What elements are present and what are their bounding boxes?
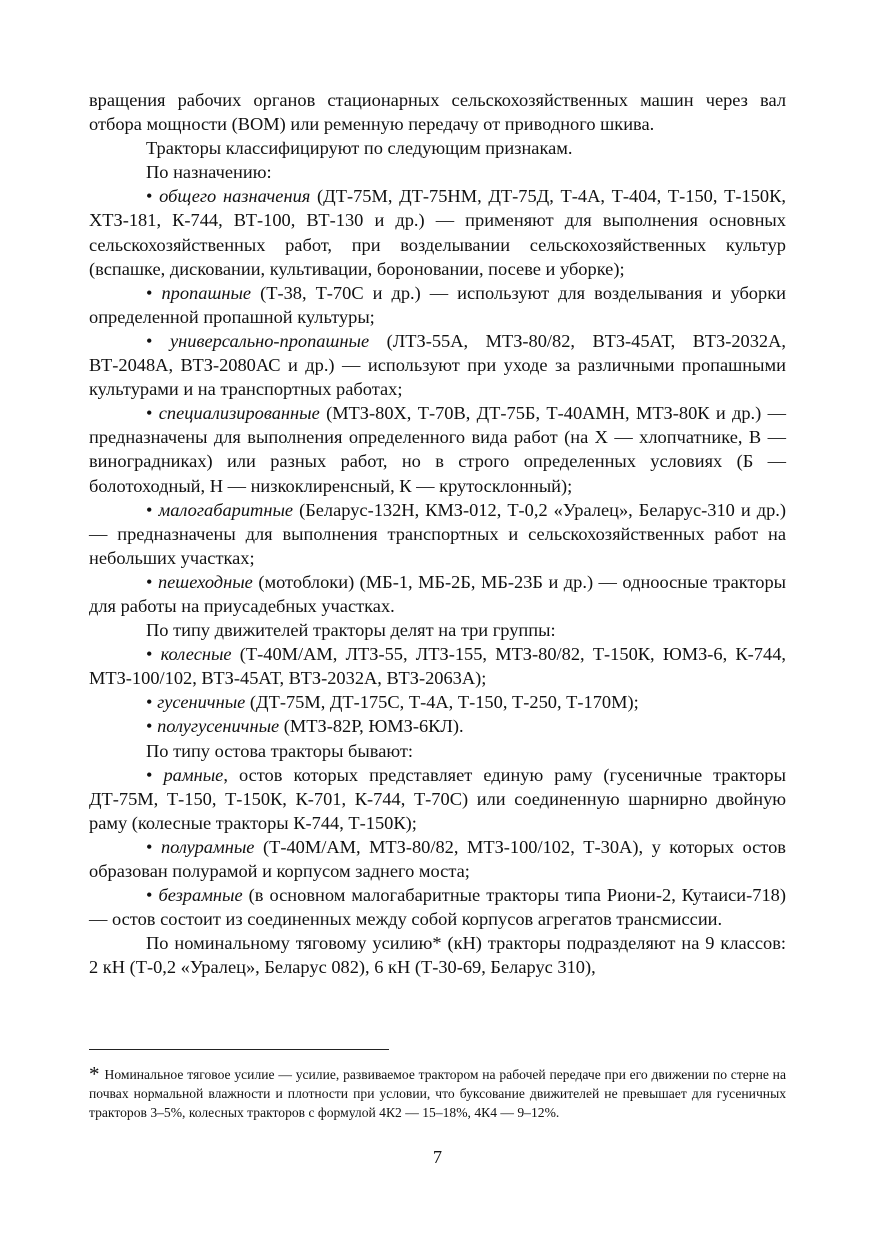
list-text: (ДТ-75М, ДТ-175С, Т-4А, Т-150, Т-250, Т-170М); bbox=[245, 692, 639, 713]
list-term: гусеничные bbox=[157, 692, 246, 713]
bullet: • bbox=[146, 571, 153, 592]
bullet: • bbox=[146, 716, 153, 737]
footnote-divider bbox=[89, 1049, 389, 1050]
footnote bbox=[89, 1063, 786, 1122]
list-text: (МТЗ-80Х, Т-70В, ДТ-75Б, Т-40АМН, МТЗ-80К и др.) — предназначены для выполнения определенного вида работ (на Х — хлопчатнике, В — виноградниках) или разных работ, но в строго определенных условиях (Б — болотоходный, Н — низкоклиренсный, К — крутосклонный); bbox=[89, 403, 786, 496]
list-term: специализированные bbox=[158, 403, 320, 424]
list-term: полурамные bbox=[160, 836, 255, 857]
list-term: универсально-пропашные bbox=[169, 330, 370, 351]
bullet: • bbox=[146, 764, 153, 785]
footnote-mark: * bbox=[89, 1062, 100, 1086]
bullet: • bbox=[146, 403, 153, 424]
bullet: • bbox=[146, 186, 153, 207]
list-text: (Т-40М/АМ, МТЗ-80/82, МТЗ-100/102, Т-30А), у которых остов образован полурамой и корпусом заднего моста; bbox=[89, 836, 786, 881]
list-term: общего назначения bbox=[159, 186, 311, 207]
list-term: малогабаритные bbox=[158, 499, 294, 520]
bullet: • bbox=[146, 499, 153, 520]
list-text: (Т-38, Т-70С и др.) — используют для возделывания и уборки определенной пропашной культуры; bbox=[89, 282, 786, 327]
list-text: (в основном малогабаритные тракторы типа Риони-2, Кутаиси-718) — остов состоит из соединенных между собой корпусов агрегатов трансмиссии. bbox=[89, 885, 786, 930]
list-item bbox=[89, 570, 786, 618]
list-item bbox=[89, 281, 786, 329]
bullet: • bbox=[146, 836, 153, 857]
list-text: (ЛТЗ-55А, МТЗ-80/82, ВТЗ-45АТ, ВТЗ-2032А, ВТ-2048А, ВТЗ-2080АС и др.) — используют при уходе за различными пропашными культурами и на транспортных работах; bbox=[89, 330, 786, 400]
bullet: • bbox=[146, 644, 153, 665]
list-item bbox=[89, 714, 786, 738]
list-term: пропашные bbox=[161, 282, 252, 303]
list-item bbox=[89, 498, 786, 570]
list-term: колесные bbox=[160, 644, 232, 665]
list-item bbox=[89, 690, 786, 714]
list-item bbox=[89, 329, 786, 401]
list-text: , остов которых представляет единую раму (гусеничные тракторы ДТ-75М, Т-150, Т-150К, К-701, К-744, Т-70С) или соединенную шарнирно двойную раму (колесные тракторы К-744, Т-150К); bbox=[89, 764, 786, 833]
footnote-text: Номинальное тяговое усилие — усилие, развиваемое трактором на рабочей передаче при его движении по стерне на почвах нормальной влажности и плотности при условии, что буксование движителей не превышает для гусеничных тракторов 3–5%, колесных тракторов с формулой 4К2 — 15–18%, 4К4 — 9–12%. bbox=[89, 1067, 786, 1120]
list-term: пешеходные bbox=[157, 571, 253, 592]
bullet: • bbox=[146, 692, 153, 713]
body-text bbox=[89, 88, 786, 979]
paragraph-heading: По назначению: bbox=[146, 162, 272, 183]
paragraph-heading: По типу остова тракторы бывают: bbox=[146, 740, 414, 761]
list-term: рамные bbox=[163, 764, 224, 785]
paragraph-heading: По типу движителей тракторы делят на три группы: bbox=[146, 620, 556, 641]
page-number: 7 bbox=[432, 1147, 443, 1167]
list-text: (ДТ-75М, ДТ-75НМ, ДТ-75Д, Т-4А, Т-404, Т-150, Т-150К, ХТЗ-181, К-744, ВТ-100, ВТ-130 и др.) — применяют для выполнения основных сельскохозяйственных работ, при возделывании сельскохозяйственных культур (вспашке, дисковании, культивации, бороновании, посеве и уборке); bbox=[89, 186, 786, 279]
list-item bbox=[89, 642, 786, 690]
list-text: (Беларус-132Н, КМЗ-012, Т-0,2 «Уралец», Беларус-310 и др.) — предназначены для выполнения транспортных и сельскохозяйственных работ на небольших участках; bbox=[89, 499, 786, 568]
list-term: безрамные bbox=[158, 885, 243, 906]
list-item bbox=[89, 763, 786, 835]
list-item bbox=[89, 835, 786, 883]
list-item bbox=[89, 401, 786, 497]
list-item bbox=[89, 184, 786, 280]
bullet: • bbox=[146, 282, 153, 303]
paragraph: Тракторы классифицируют по следующим признакам. bbox=[146, 138, 573, 159]
list-term: полугусеничные bbox=[157, 716, 280, 737]
bullet: • bbox=[146, 330, 153, 351]
list-text: (МТЗ-82Р, ЮМЗ-6КЛ). bbox=[279, 716, 464, 737]
paragraph: вращения рабочих органов стационарных сельскохозяйственных машин через вал отбора мощности (ВОМ) или ременную передачу от приводного шкива. bbox=[89, 90, 786, 135]
paragraph: По номинальному тяговому усилию* (кН) тракторы подразделяют на 9 классов: 2 кН (Т-0,2 «Уралец», Беларус 082), 6 кН (Т-30-69, Беларус 310), bbox=[89, 933, 786, 978]
list-text: (мотоблоки) (МБ-1, МБ-2Б, МБ-23Б и др.) — одноосные тракторы для работы на приусадебных участках. bbox=[89, 571, 786, 616]
list-item bbox=[89, 883, 786, 931]
bullet: • bbox=[146, 885, 153, 906]
list-text: (Т-40М/АМ, ЛТЗ-55, ЛТЗ-155, МТЗ-80/82, Т-150К, ЮМЗ-6, К-744, МТЗ-100/102, ВТЗ-45АТ, ВТЗ-2032А, ВТЗ-2063А); bbox=[89, 644, 786, 689]
